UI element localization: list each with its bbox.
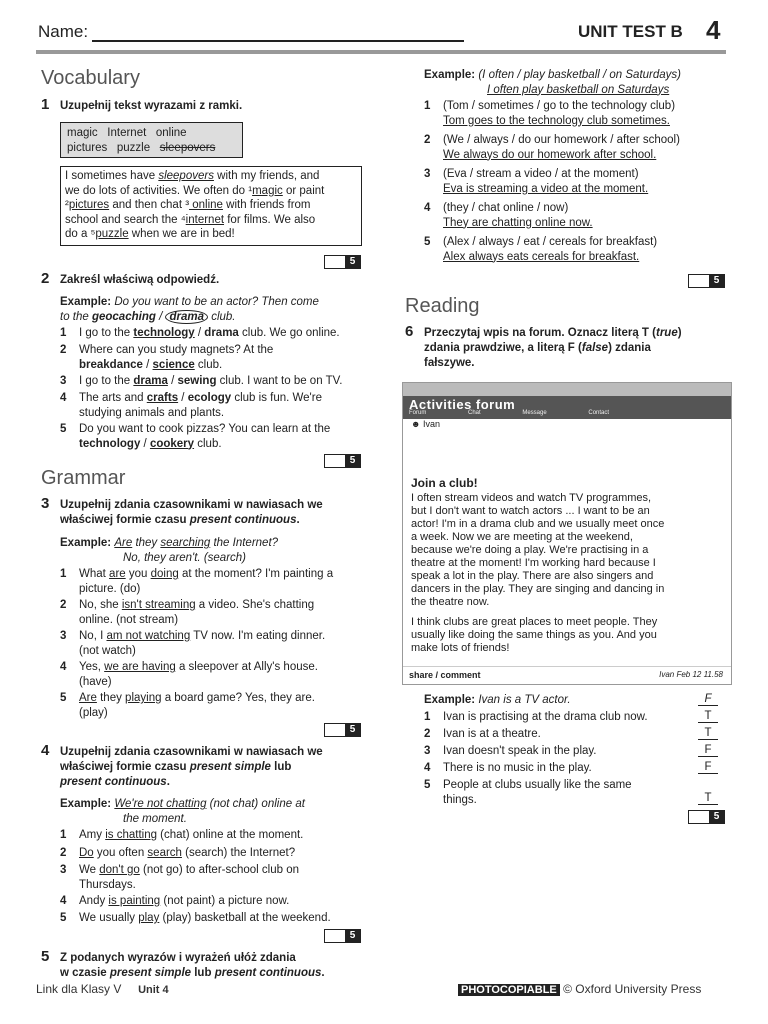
task-3-instruction: 3 Uzupełnij zdania czasownikami w nawiasach we właściwej formie czasu present continuous.	[41, 495, 323, 526]
forum-footer	[403, 666, 731, 685]
circled-answer: drama	[165, 310, 208, 324]
list-item: 1 (Tom / sometimes / go to the technology club) Tom goes to the technology club sometimes.	[424, 100, 676, 127]
forum-body	[411, 477, 729, 655]
list-item: 5 Are they playing a board game? Yes, they are. (play)	[60, 692, 315, 719]
score-box[interactable]: 5	[688, 274, 725, 288]
score-box[interactable]: 5	[324, 723, 361, 737]
list-item: 5 We usually play (play) basketball at the weekend.	[60, 912, 331, 924]
list-item: 1 I go to the technology / drama club. We go online.	[60, 327, 340, 339]
task-4-instruction: 4 Uzupełnij zdania czasownikami w nawiasach we właściwej formie czasu present simple lub present continuous.	[41, 742, 323, 788]
word-box	[60, 122, 243, 158]
list-item: 2 No, she isn't streaming a video. She's chatting online. (not stream)	[60, 599, 315, 626]
vocabulary-title: Vocabulary	[41, 67, 140, 89]
list-item: 2 (We / always / do our homework / after school) We always do our homework after school.	[424, 134, 680, 161]
task-3-example: Example: Are they searching the Internet? No, they aren't. (search)	[60, 537, 279, 564]
footer-unit: Unit 4	[138, 984, 169, 996]
task-5-example: Example: (I often / play basketball / on Saturdays) I often play basketball on Saturdays	[424, 69, 681, 96]
share-link[interactable]: share / comment	[409, 670, 481, 680]
list-item: 3 We don't go (not go) to after-school club on Thursdays.	[60, 864, 299, 891]
list-item: 3 (Eva / stream a video / at the moment) Eva is streaming a video at the moment.	[424, 168, 649, 195]
word: puzzle	[116, 141, 151, 154]
score-box[interactable]: 5	[324, 454, 361, 468]
list-item: 4 Andy is painting (not paint) a picture now.	[60, 895, 290, 907]
list-item: 4 (they / chat online / now) They are chatting online now.	[424, 202, 593, 229]
unit-number: 4	[706, 15, 721, 45]
list-item: 2 Where can you study magnets? At the breakdance / science club.	[60, 344, 274, 371]
word-row-2	[67, 141, 236, 156]
list-item: 5 People at clubs usually like the same things.	[424, 779, 632, 806]
reading-title: Reading	[405, 295, 480, 317]
list-item: 5 Do you want to cook pizzas? You can learn at the technology / cookery club.	[60, 423, 331, 450]
task-4-example: Example: We're not chatting (not chat) online at the moment.	[60, 798, 305, 825]
answer-field[interactable]: F	[698, 762, 718, 774]
task-number: 1	[41, 96, 50, 113]
footer-copyright: PHOTOCOPIABLE © Oxford University Press	[458, 982, 701, 996]
score-box[interactable]: 5	[688, 810, 725, 824]
answer-field[interactable]: F	[698, 745, 718, 757]
list-item: 4 The arts and crafts / ecology club is fun. We're studying animals and plants.	[60, 392, 322, 419]
gap-answer[interactable]: internet	[185, 213, 225, 226]
list-item: 1 Ivan is practising at the drama club now.	[424, 711, 648, 723]
post-timestamp: Ivan Feb 12 11.58	[659, 670, 723, 679]
task-6-example: Example: Ivan is a TV actor.	[424, 694, 571, 706]
gap-fill-text: I sometimes have sleepovers with my friends, and we do lots of activities. We often do ¹magic or paint ²pictures and then chat ³ online with friends from school and search the ⁴internet for films. We also do a ⁵puzzle when we are in bed!	[60, 166, 362, 246]
unit-test-title: UNIT TEST B	[578, 22, 683, 41]
list-item: 2 Ivan is at a theatre.	[424, 728, 541, 740]
task-2-instruction: 2 Zakreśl właściwą odpowiedź.	[41, 270, 220, 287]
gap-answer[interactable]: online	[189, 199, 223, 211]
list-item: 2 Do you often search (search) the Internet?	[60, 847, 296, 859]
forum-user: ☻ Ivan	[411, 419, 441, 429]
browser-bar	[403, 383, 731, 396]
grammar-title: Grammar	[41, 467, 126, 489]
list-item: 4 There is no music in the play.	[424, 762, 592, 774]
list-item: 3 I go to the drama / sewing club. I want to be on TV.	[60, 375, 343, 387]
forum-post	[402, 382, 732, 685]
forum-title: Activities forum	[409, 397, 516, 412]
footer-book: Link dla Klasy V Unit 4	[36, 982, 169, 996]
gap-answer[interactable]: magic	[252, 184, 283, 197]
answer-field[interactable]: T	[698, 793, 718, 805]
example-answer: sleepovers	[158, 170, 214, 182]
list-item: 1 Amy is chatting (chat) online at the moment.	[60, 829, 304, 841]
task-2-example: Example: Do you want to be an actor? Then come to the geocaching / drama club.	[60, 296, 319, 323]
header-divider	[36, 50, 726, 54]
forum-tabs[interactable]: Forum Chat Message Contact	[409, 410, 610, 416]
answer-field[interactable]: T	[698, 711, 718, 723]
answer-field[interactable]: F	[698, 694, 718, 706]
word: pictures	[67, 141, 108, 154]
post-paragraph: I often stream videos and watch TV programmes, but I don't want to watch actors ... I want to be an actor! I'm in a drama club and we usually meet once a week. Now we are meeting at the weekend, because we're doing a play. We're practising in a theatre at the moment! I'm working hard because I speak a lot in the play. There are also singers and dancers in the play. They are singing and dancing in the theatre now.	[411, 492, 665, 608]
gap-answer[interactable]: pictures	[68, 199, 110, 211]
word-row-1	[67, 126, 236, 141]
user-icon: ☻	[411, 419, 421, 429]
list-item: 3 No, I am not watching TV now. I'm eating dinner. (not watch)	[60, 630, 326, 657]
photocopiable-badge: PHOTOCOPIABLE	[458, 984, 560, 996]
score-box[interactable]: 5	[324, 255, 361, 269]
task-5-instruction: 5 Z podanych wyrazów i wyrażeń ułóż zdania w czasie present simple lub present continuous.	[41, 948, 325, 979]
gap-answer[interactable]: puzzle	[95, 228, 129, 240]
word: magic	[67, 127, 98, 139]
list-item: 4 Yes, we are having a sleepover at Ally's house. (have)	[60, 661, 318, 688]
word: Internet	[107, 127, 147, 139]
name-field-line[interactable]	[92, 40, 464, 42]
post-title: Join a club!	[411, 476, 478, 490]
task-6-instruction: 6 Przeczytaj wpis na forum. Oznacz literą T (true) zdania prawdziwe, a literą F (false) zdania fałszywe.	[405, 323, 682, 369]
list-item: 1 What are you doing at the moment? I'm painting a picture. (do)	[60, 568, 334, 595]
list-item: 3 Ivan doesn't speak in the play.	[424, 745, 597, 757]
task-1-instruction: 1 Uzupełnij tekst wyrazami z ramki.	[41, 96, 243, 113]
word: online	[155, 127, 187, 139]
answer-field[interactable]: T	[698, 728, 718, 740]
score-box[interactable]: 5	[324, 929, 361, 943]
list-item: 5 (Alex / always / eat / cereals for breakfast) Alex always eats cereals for breakfast.	[424, 236, 658, 263]
post-paragraph: I think clubs are great places to meet people. They usually like doing the same things as you. And you make lots of friends!	[411, 616, 658, 654]
word-used: sleepovers	[159, 141, 216, 154]
name-label: Name:	[38, 22, 89, 41]
